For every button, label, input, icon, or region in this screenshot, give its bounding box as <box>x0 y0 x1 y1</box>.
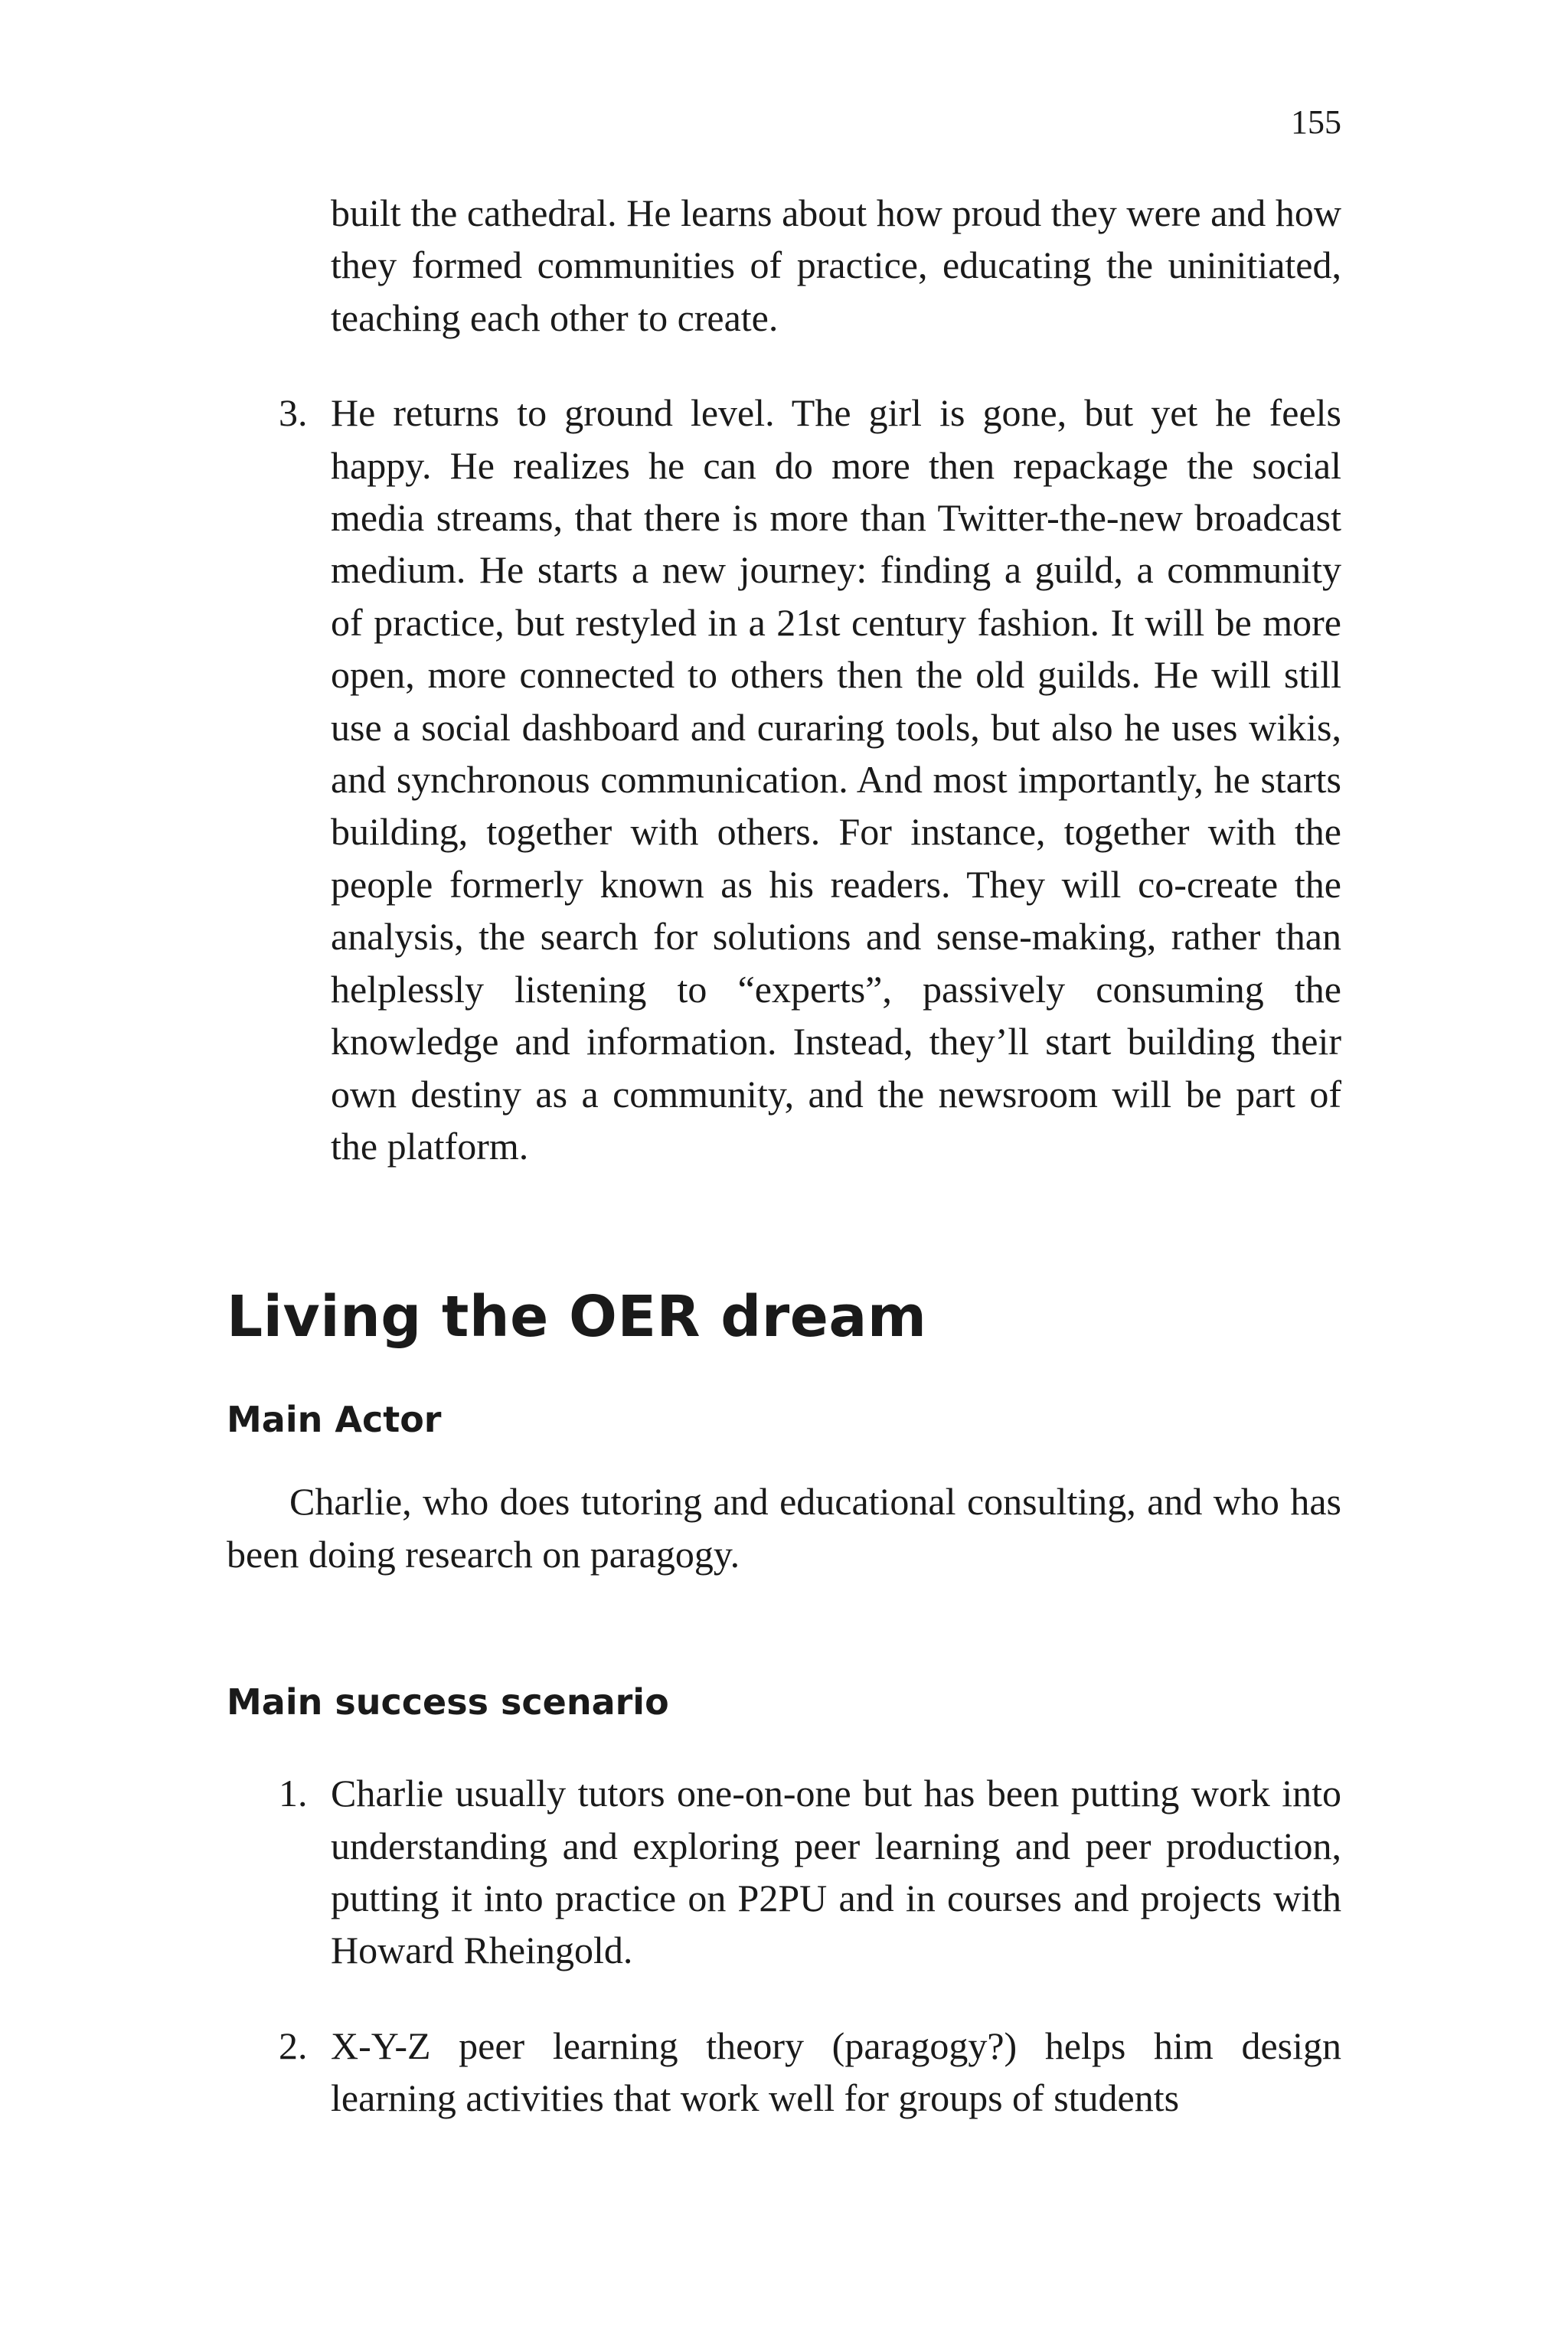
list-item-text: He returns to ground level. The girl is gone, but yet he feels happy. He realizes he can do more then repackage the social media streams, that there is more than Twitter-the-new broadcast medium. He starts a new journey: finding a guild, a community of practice, but restyled in a 21st century fashion. It will be more open, more connected to others then the old guilds. He will still use a social dashboard and curaring tools, but also he uses wikis, and synchronous communication. And most importantly, he starts building, together with others. For instance, together with the people formerly known as his readers. They will co-create the analysis, the search for solutions and sense-making, rather than helplessly listening to “experts”, passively consuming the knowledge and information. Instead, they’ll start building their own destiny as a community, and the newsroom will be part of the platform. <box>331 391 1341 1168</box>
list-item <box>227 2020 1341 2125</box>
main-actor-heading: Main Actor <box>227 1399 442 1441</box>
section-title: Living the OER dream <box>227 1284 927 1351</box>
main-actor-paragraph: Charlie, who does tutoring and educational consulting, and who has been doing research on paragogy. <box>227 1480 1341 1576</box>
page-number: 155 <box>1291 103 1341 141</box>
success-scenario-heading: Main success scenario <box>227 1681 669 1723</box>
list-item-text: Charlie usually tutors one-on-one but has been putting work into understanding and exploring peer learning and peer production, putting it into practice on P2PU and in courses and projects with Howard Rheingold. <box>331 1772 1341 1972</box>
list-item-number: 3. <box>279 391 308 435</box>
list-item <box>227 1767 1341 1977</box>
carryover-paragraph: built the cathedral. He learns about how proud they were and how they formed communities of practice, educating the uninitiated, teaching each other to create. <box>331 191 1341 339</box>
list-item-text: X-Y-Z peer learning theory (paragogy?) helps him design learning activities that work well for groups of students <box>331 2024 1341 2120</box>
list-item-number: 1. <box>279 1772 308 1815</box>
page-content <box>227 187 1341 2125</box>
list-item <box>227 387 1341 1172</box>
list-item-number: 2. <box>279 2024 308 2067</box>
